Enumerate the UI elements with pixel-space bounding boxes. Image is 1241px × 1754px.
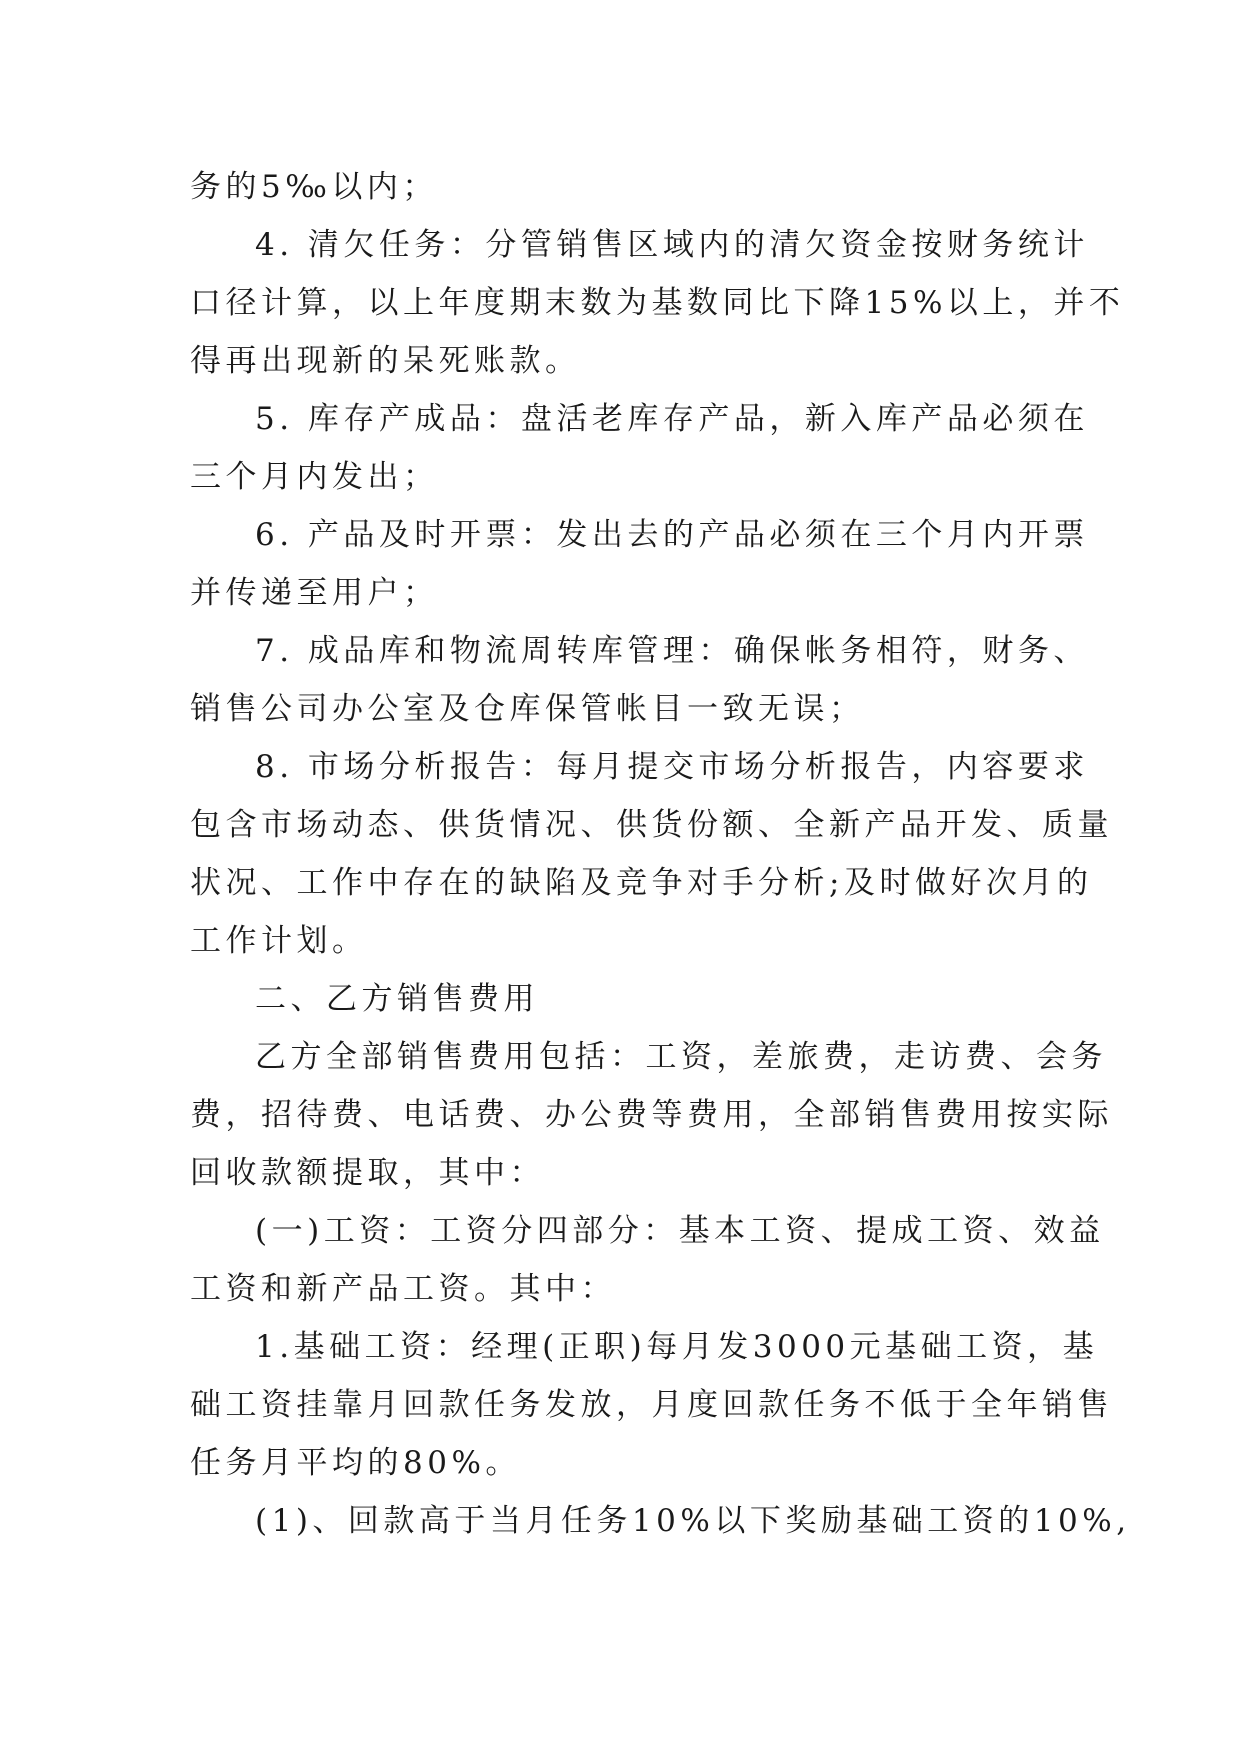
- text-line: 得再出现新的呆死账款。: [190, 343, 581, 379]
- paragraph: [190, 390, 1089, 506]
- document-body: [190, 158, 1131, 1550]
- paragraph: [190, 158, 1050, 216]
- text-line: 7. 成品库和物流周转库管理：确保帐务相符，财务、: [255, 633, 1089, 669]
- text-line: 工资和新产品工资。其中：: [190, 1271, 616, 1307]
- text-line: 销售公司办公室及仓库保管帐目一致无误；: [190, 691, 865, 727]
- text-line: (1)、回款高于当月任务10%以下奖励基础工资的10%,: [255, 1503, 1131, 1539]
- text-line: 5. 库存产成品：盘活老库存产品，新入库产品必须在: [255, 401, 1089, 437]
- text-line: 任务月平均的80%。: [190, 1445, 521, 1481]
- paragraph: [190, 1202, 1105, 1318]
- paragraph: [190, 622, 1089, 738]
- text-line: 1.基础工资：经理(正职)每月发3000元基础工资，基: [255, 1329, 1099, 1365]
- paragraph: [190, 1492, 1131, 1550]
- text-line: 并传递至用户；: [190, 575, 439, 611]
- text-line: 回收款额提取，其中：: [190, 1155, 545, 1191]
- text-line: 6. 产品及时开票：发出去的产品必须在三个月内开票: [255, 517, 1089, 553]
- text-line: 务的5‰以内；: [190, 169, 438, 205]
- text-line: 础工资挂靠月回款任务发放，月度回款任务不低于全年销售: [190, 1387, 1113, 1423]
- paragraph: [190, 1028, 1113, 1202]
- text-line: (一)工资：工资分四部分：基本工资、提成工资、效益: [255, 1213, 1105, 1249]
- paragraph: [190, 1318, 1113, 1492]
- paragraph: [190, 970, 1050, 1028]
- text-line: 4. 清欠任务：分管销售区域内的清欠资金按财务统计: [255, 227, 1089, 263]
- text-line: 包含市场动态、供货情况、供货份额、全新产品开发、质量: [190, 807, 1113, 843]
- text-line: 三个月内发出；: [190, 459, 439, 495]
- text-line: 口径计算，以上年度期末数为基数同比下降15%以上，并不: [190, 285, 1125, 321]
- text-line: 工作计划。: [190, 923, 368, 959]
- text-line: 8. 市场分析报告：每月提交市场分析报告，内容要求: [255, 749, 1089, 785]
- text-line: 乙方全部销售费用包括：工资，差旅费，走访费、会务: [255, 1039, 1107, 1075]
- paragraph: [190, 506, 1089, 622]
- text-line: 状况、工作中存在的缺陷及竞争对手分析;及时做好次月的: [190, 865, 1093, 901]
- paragraph: [190, 216, 1125, 390]
- text-line: 费，招待费、电话费、办公费等费用，全部销售费用按实际: [190, 1097, 1113, 1133]
- paragraph: [190, 738, 1113, 970]
- text-line: 二、乙方销售费用: [255, 981, 539, 1017]
